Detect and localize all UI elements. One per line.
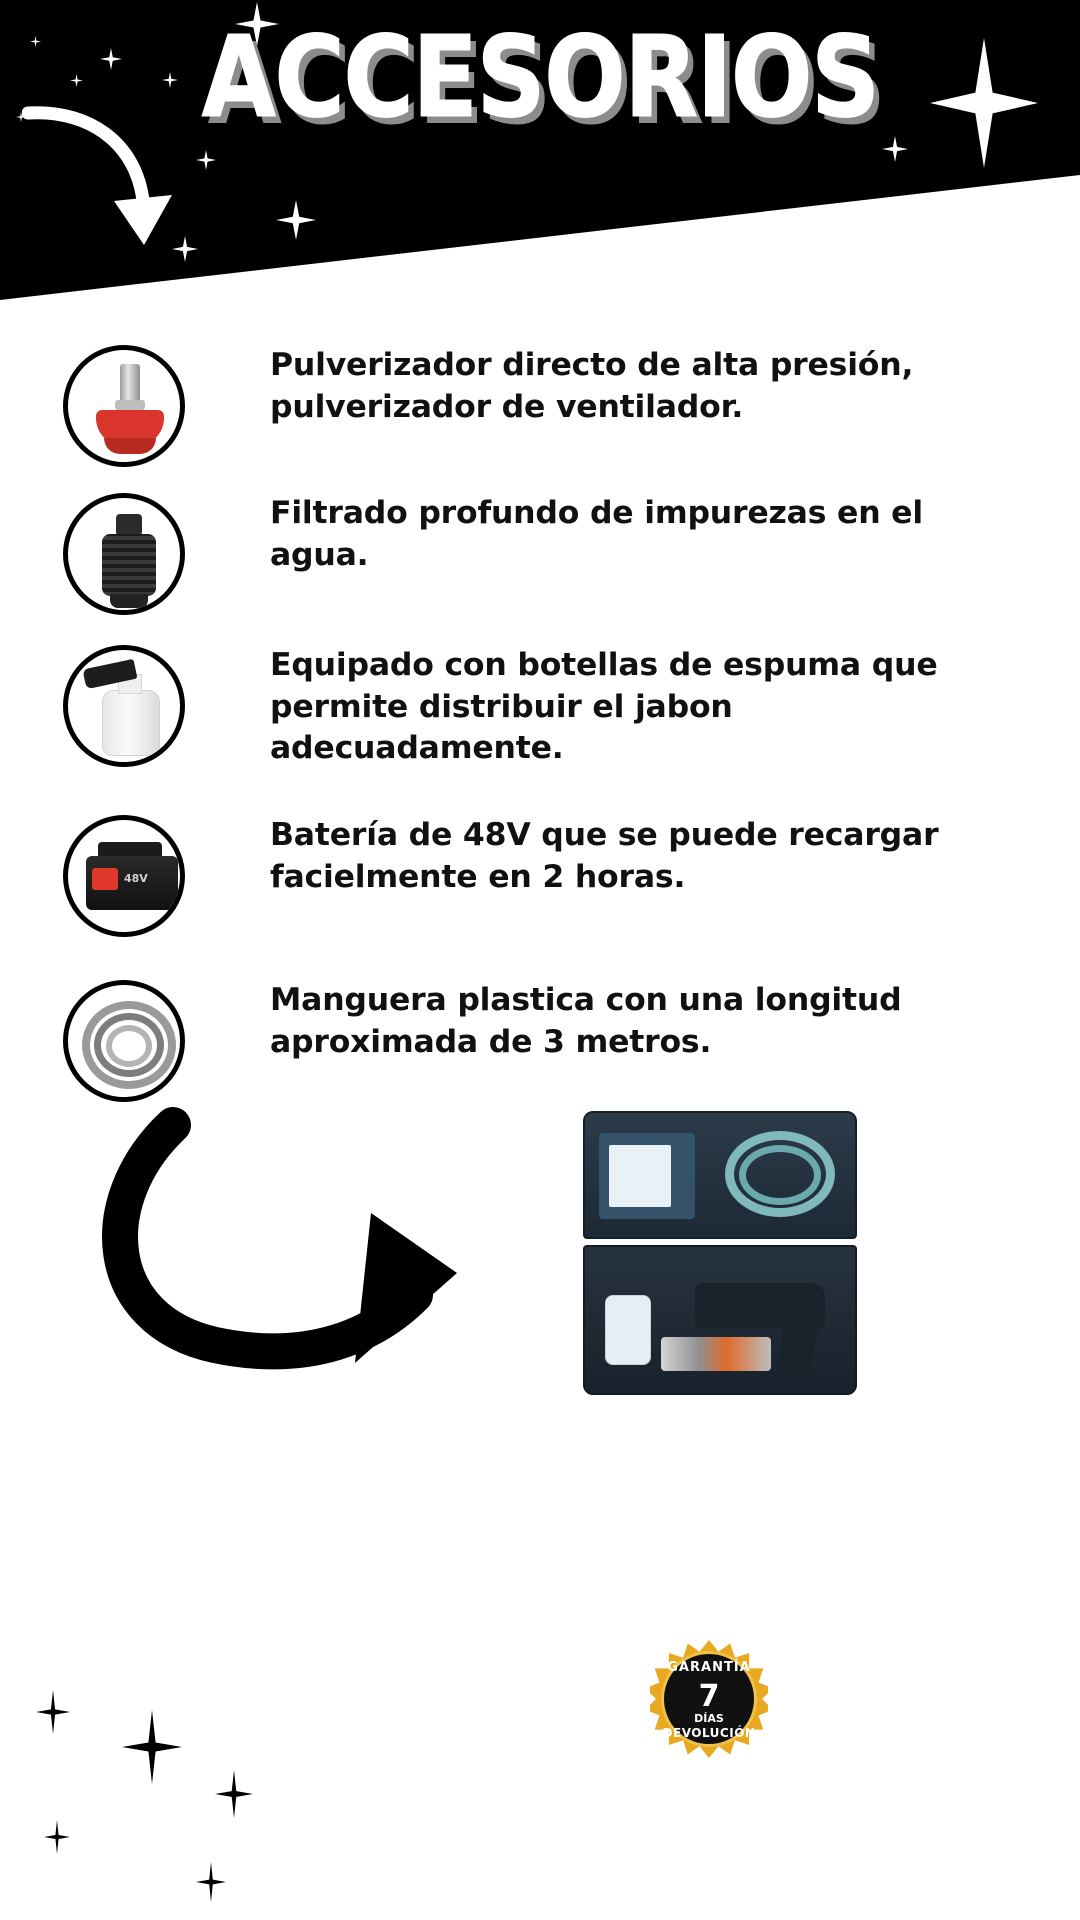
- battery-voltage-label: 48V: [124, 872, 148, 885]
- list-item-label: Pulverizador directo de alta presión, pulverizador de ventilador.: [270, 347, 914, 425]
- curved-down-arrow-icon: [22, 105, 172, 265]
- sparkle-icon: [44, 1820, 70, 1854]
- spray-nozzle-icon: [63, 345, 185, 467]
- guarantee-badge: [650, 1640, 768, 1758]
- list-item: [63, 345, 950, 467]
- curved-right-arrow-icon: [85, 1105, 475, 1385]
- sparkle-icon: [196, 1862, 226, 1902]
- tool-case-with-pressure-washer-icon: [575, 1105, 865, 1405]
- coiled-hose-icon: [63, 980, 185, 1102]
- list-item: [63, 980, 950, 1102]
- list-item: [63, 645, 950, 770]
- page-title: ACCESORIOS: [201, 13, 879, 143]
- list-item-label: Filtrado profundo de impurezas en el agua.: [270, 495, 923, 573]
- sparkle-icon: [122, 1710, 182, 1784]
- sparkle-icon: [215, 1770, 253, 1818]
- list-item: [63, 493, 950, 615]
- water-filter-icon: [63, 493, 185, 615]
- badge-top-label: GARANTÍA: [667, 1660, 751, 1675]
- sparkle-icon: [36, 1690, 70, 1734]
- foam-bottle-icon: [63, 645, 185, 767]
- badge-number: 7: [698, 1679, 720, 1714]
- badge-bottom-label: DEVOLUCIÓN: [662, 1726, 756, 1740]
- list-item-label: Batería de 48V que se puede recargar facielmente en 2 horas.: [270, 817, 939, 895]
- list-item-label: Manguera plastica con una longitud aproximada de 3 metros.: [270, 982, 902, 1060]
- list-item: [63, 815, 950, 937]
- badge-unit-label: DÍAS: [694, 1712, 724, 1725]
- header-banner: [0, 0, 1080, 310]
- list-item-label: Equipado con botellas de espuma que permite distribuir el jabon adecuadamente.: [270, 647, 938, 767]
- battery-icon: [63, 815, 185, 937]
